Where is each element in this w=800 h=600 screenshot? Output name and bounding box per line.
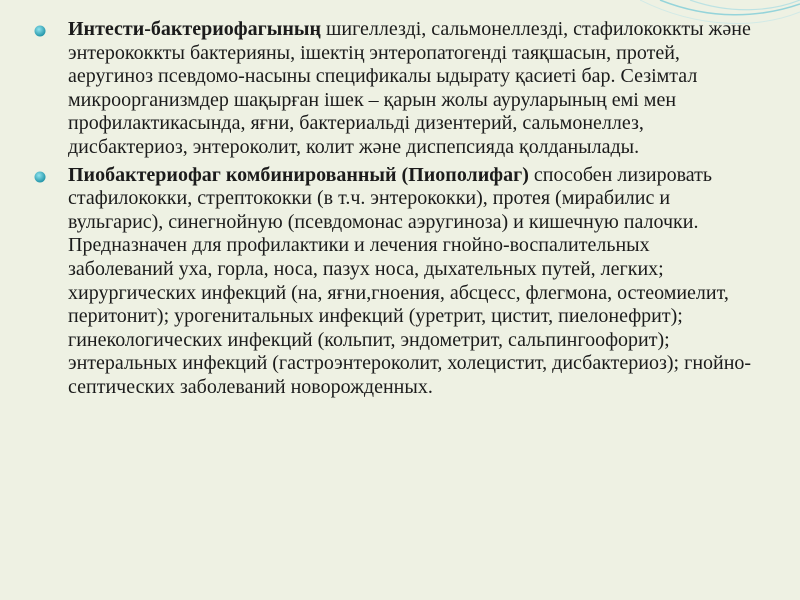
paragraph-heading: Интести-бактериофагының bbox=[68, 18, 321, 40]
paragraph-text: способен лизировать стафилококки, стрептококки (в т.ч. энтерококки), протея (мирабилис и вульгарис), синегнойную (псевдомонас аэругиноза) и кишечную палочки. Предназначен для профилактики и лечения гнойно-воспалительных заболеваний уха, горла, носа, пазух носа, дыхательных путей, легких; хирургических инфекций (на, яғни,гноения, абсцесс, флегмона, остеомиелит, перитонит); урогенитальных инфекций (уретрит, цистит, пиелонефрит); гинекологических инфекций (кольпит, эндометрит, сальпингоофорит); энтеральных инфекций (гастроэнтероколит, холецистит, дисбактериоз); гнойно-септических заболеваний новорожденных. bbox=[68, 163, 752, 398]
paragraph-text: шигеллезді, сальмонеллезді, стафилококкты және энтерококкты бактерияны, ішектің энтеропатогенді таяқшасын, протей, аеругиноз псевдомо-насыны спецификалы ыдырату қасиеті бар. Сезімтал микроорганизмдер шақырған ішек – қарын жолы ауруларының емі мен профилактикасында, яғни, бактериальді дизентерий, сальмонеллез, дисбактериоз, энтероколит, колит және диспепсияда қолданылады. bbox=[68, 18, 751, 158]
paragraph-heading: Пиобактериофаг комбинированный (Пиополифаг) bbox=[68, 163, 529, 186]
bullet-icon bbox=[34, 25, 46, 37]
slide-content bbox=[30, 18, 760, 404]
bullet-icon bbox=[34, 171, 46, 183]
paragraph-piobacteriophage bbox=[30, 164, 760, 400]
paragraph-intesti bbox=[30, 18, 760, 160]
